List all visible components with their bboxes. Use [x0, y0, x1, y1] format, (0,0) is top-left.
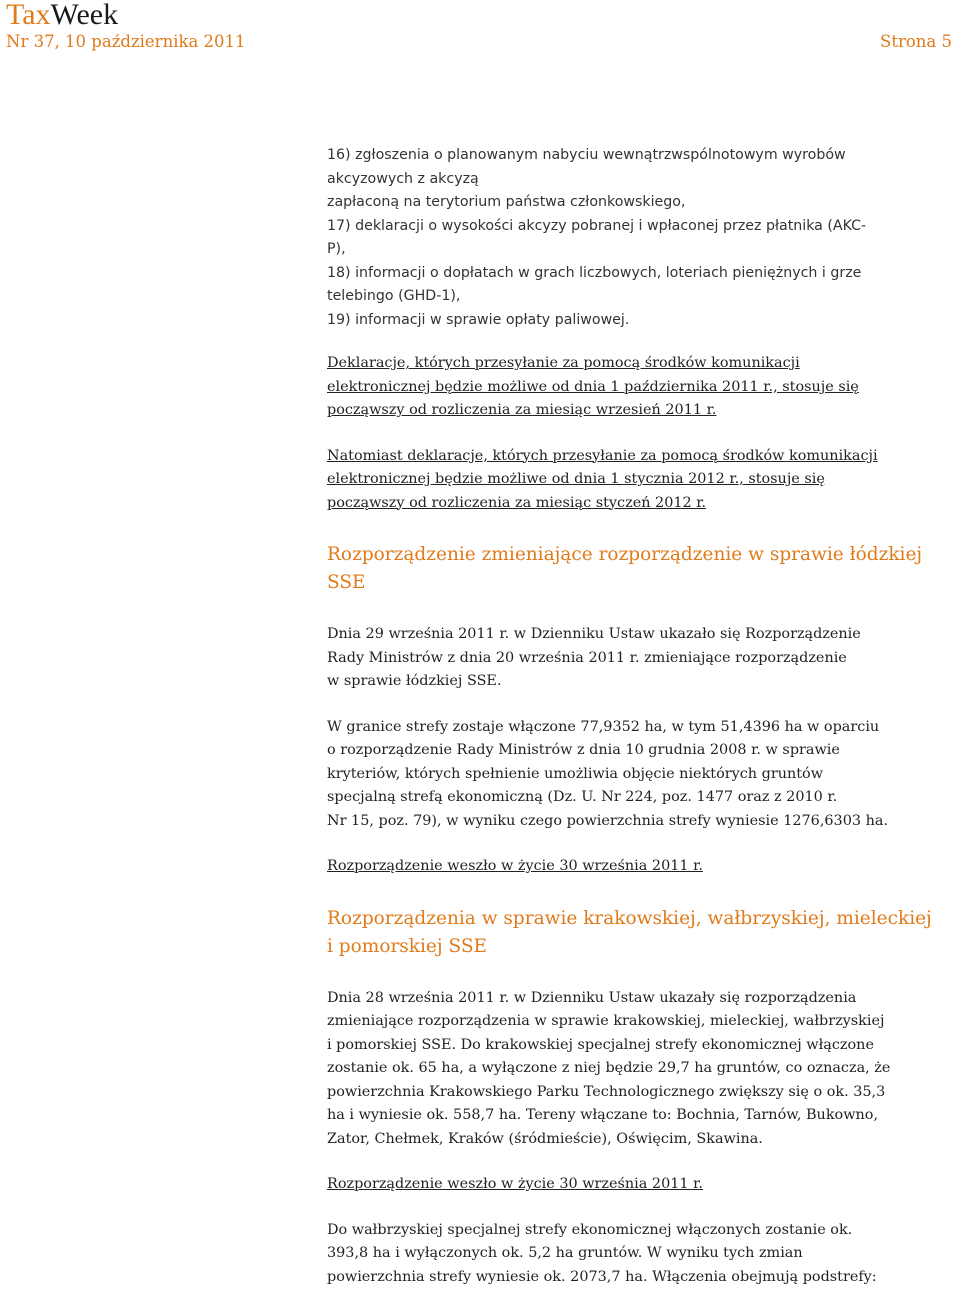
brand-tax: Tax: [6, 0, 51, 31]
heading-line: SSE: [327, 572, 366, 593]
text-line: zmieniające rozporządzenia w sprawie krakowskiej, mieleckiej, wałbrzyskiej: [327, 1013, 885, 1029]
brand-week: Week: [50, 0, 119, 31]
text-line: Dnia 28 września 2011 r. w Dzienniku Ustaw ukazały się rozporządzenia: [327, 989, 857, 1006]
text-line: 393,8 ha i wyłączonych ok. 5,2 ha gruntów. W wyniku tych zmian: [327, 1245, 803, 1261]
paragraph-krakow-effective: [327, 1173, 927, 1197]
text-line: zostanie ok. 65 ha, a wyłączone z niej będzie 29,7 ha gruntów, co oznacza, że: [327, 1060, 891, 1076]
text-line: Nr 15, poz. 79), w wyniku czego powierzchnia strefy wyniesie 1276,6303 ha.: [327, 812, 889, 829]
text-line: powierzchnia Krakowskiego Parku Technologicznego zwiększy się o ok. 35,3: [327, 1083, 886, 1100]
list-line: 16) zgłoszenia o planowanym nabyciu wewnątrzwspólnotowym wyrobów: [327, 147, 846, 163]
declaration-list: [327, 144, 927, 332]
list-line: P),: [327, 241, 346, 257]
text-line: specjalną strefą ekonomiczną (Dz. U. Nr 224, poz. 1477 oraz z 2010 r.: [327, 789, 838, 805]
heading-lodz-sse: [327, 541, 927, 597]
text-line: ha i wyniesie ok. 558,7 ha. Tereny włączane to: Bochnia, Tarnów, Bukowno,: [327, 1107, 879, 1123]
paragraph-krakow: [327, 987, 927, 1152]
text-line: Rady Ministrów z dnia 20 września 2011 r. zmieniające rozporządzenie: [327, 649, 847, 666]
text-line: elektronicznej będzie możliwe od dnia 1 stycznia 2012 r., stosuje się: [327, 471, 825, 487]
text-line: W granice strefy zostaje włączone 77,9352 ha, w tym 51,4396 ha w oparciu: [327, 718, 880, 735]
text-line: począwszy od rozliczenia za miesiąc styczeń 2012 r.: [327, 494, 707, 511]
paragraph-declarations-jan: [327, 445, 927, 516]
list-line: zapłaconą na terytorium państwa członkowskiego,: [327, 194, 686, 210]
heading-line: i pomorskiej SSE: [327, 935, 488, 957]
paragraph-lodz-intro: [327, 623, 927, 694]
text-line: Zator, Chełmek, Kraków (śródmieście), Oświęcim, Skawina.: [327, 1130, 763, 1147]
list-line: akcyzowych z akcyzą: [327, 170, 479, 187]
brand-logo: [6, 0, 118, 32]
paragraph-declarations-oct: [327, 352, 927, 423]
list-line: telebingo (GHD-1),: [327, 288, 461, 304]
text-line: kryteriów, których spełnienie umożliwia objęcie niektórych gruntów: [327, 765, 824, 782]
paragraph-lodz-area: [327, 716, 927, 834]
text-line: Do wałbrzyskiej specjalnej strefy ekonomicznej włączonych zostanie ok.: [327, 1221, 853, 1238]
heading-line: Rozporządzenie zmieniające rozporządzenie w sprawie łódzkiej: [327, 544, 923, 565]
text-line: powierzchnia strefy wyniesie ok. 2073,7 ha. Włączenia obejmują podstrefy:: [327, 1268, 877, 1285]
text-line: i pomorskiej SSE. Do krakowskiej specjalnej strefy ekonomicznej włączone: [327, 1036, 874, 1053]
text-line: począwszy od rozliczenia za miesiąc wrzesień 2011 r.: [327, 402, 717, 418]
text-line: o rozporządzenie Rady Ministrów z dnia 10 grudnia 2008 r. w sprawie: [327, 742, 840, 758]
list-line: 18) informacji o dopłatach w grach liczbowych, loteriach pieniężnych i grze: [327, 264, 862, 281]
paragraph-walbrzych: [327, 1219, 927, 1290]
issue-info: Nr 37, 10 października 2011: [6, 32, 246, 51]
heading-line: Rozporządzenia w sprawie krakowskiej, wałbrzyskiej, mieleckiej: [327, 907, 932, 929]
text-line: Rozporządzenie weszło w życie 30 września 2011 r.: [327, 858, 703, 874]
text-line: w sprawie łódzkiej SSE.: [327, 673, 502, 689]
list-line: 17) deklaracji o wysokości akcyzy pobranej i wpłaconej przez płatnika (AKC-: [327, 217, 867, 234]
list-line: 19) informacji w sprawie opłaty paliwowej.: [327, 311, 630, 328]
article-body: [327, 144, 932, 1311]
page-number: Strona 5: [880, 32, 952, 51]
paragraph-lodz-effective: [327, 855, 927, 879]
text-line: Dnia 29 września 2011 r. w Dzienniku Ustaw ukazało się Rozporządzenie: [327, 626, 861, 642]
text-line: Deklaracje, których przesyłanie za pomocą środków komunikacji: [327, 355, 800, 371]
text-line: elektronicznej będzie możliwe od dnia 1 października 2011 r., stosuje się: [327, 378, 859, 395]
heading-krakow-sse: [327, 905, 932, 961]
text-line: Natomiast deklaracje, których przesyłanie za pomocą środków komunikacji: [327, 447, 878, 464]
text-line: Rozporządzenie weszło w życie 30 września 2011 r.: [327, 1176, 703, 1192]
